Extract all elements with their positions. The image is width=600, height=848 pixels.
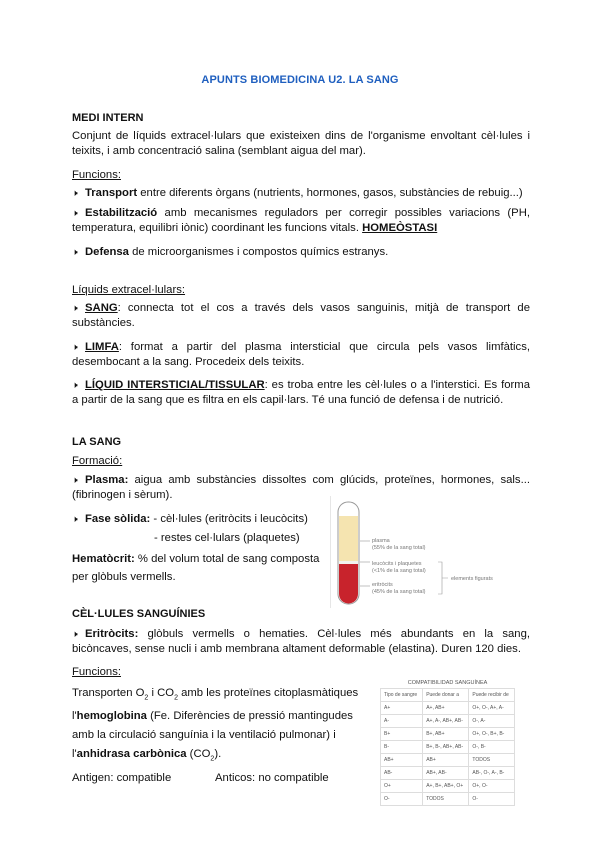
funcions-label-2: Funcions: (72, 666, 121, 678)
liquid-intersticial: 🕨 LÍQUID INTERSTICIAL/TISSULAR: es troba entre les cèl·lules o a l'interstici. Es forma a partir de la sang que es filtra en els capil·lars. Té una funció de defensa i de nutrició. (72, 379, 530, 406)
funcions-label: Funcions: (72, 169, 121, 181)
section-heading-medi-intern: MEDI INTERN (72, 112, 144, 124)
speaker-icon: 🕨 (72, 247, 78, 257)
liquid-limfa: 🕨 LIMFA: format a partir del plasma intersticial que circula pels vasos limfàtics, desembocant a la sang. Procedeix dels teixits. (72, 341, 530, 368)
page-title: APUNTS BIOMEDICINA U2. LA SANG (201, 74, 399, 86)
compat-cell: AB+ (381, 754, 423, 767)
label-figurats: elements figurats (451, 576, 493, 582)
fase-solida-text: 🕨 Fase sòlida: - cèl·lules (eritròcits i leucòcits) (72, 513, 308, 525)
speaker-icon: 🕨 (72, 342, 78, 352)
label-eritro-pct: (45% de la sang total) (372, 589, 426, 595)
compat-cell: AB+, AB- (423, 767, 469, 780)
leuco-layer (339, 561, 358, 564)
compat-cell: TODOS (423, 793, 469, 806)
funcions-line-3: amb la circulació sanguínia i la ventilació pulmonar) i (72, 729, 336, 742)
eritrocits-text: 🕨 Eritròcits: glòbuls vermells o hematies. Cèl·lules més abundants en la sang, bicòncaves, sense nucli i amb membrana altament deformable (elastina). Duren 120 dies. (72, 628, 530, 655)
funcions-line-4: l'anhidrasa carbònica $(CO_2)$. (72, 748, 222, 763)
funcions-line-2: l'hemoglobina (Fe. Diferències de pressió mantingudes (72, 710, 353, 723)
compat-cell: O- (381, 793, 423, 806)
compat-cell: B+, B-, AB+, AB- (423, 741, 469, 754)
compat-cell: O+, O-, A+, A- (469, 702, 515, 715)
speaker-icon: 🕨 (72, 208, 78, 218)
compat-cell: AB+ (423, 754, 469, 767)
fase-solida-text-2: - restes cel·lulars (plaquetes) (154, 532, 300, 544)
test-tube-svg (330, 496, 530, 610)
liquid-sang: 🕨 SANG: connecta tot el cos a través dels vasos sanguinis, mitjà de transport de substàncies. (72, 302, 530, 329)
speaker-icon: 🕨 (72, 629, 78, 639)
medi-intern-definition: Conjunt de líquids extracel·lulars que existeixen dins de l'organisme envoltant cèl·lules i teixits, i amb concentració salina (semblant aigua del mar). (72, 130, 530, 157)
speaker-icon: 🕨 (72, 475, 78, 485)
compat-header: Tipo de sangre (381, 689, 423, 702)
compat-cell: TODOS (469, 754, 515, 767)
compat-cell: O-, A- (469, 715, 515, 728)
speaker-icon: 🕨 (72, 188, 78, 198)
compat-row (381, 715, 515, 728)
compat-cell: A+ (381, 702, 423, 715)
compat-cell: O-, B- (469, 741, 515, 754)
speaker-icon: 🕨 (72, 303, 78, 313)
section-heading-cellules: CÈL·LULES SANGUÍNIES (72, 608, 206, 620)
compat-row (381, 741, 515, 754)
plasma-text: 🕨 Plasma: aigua amb substàncies dissoltes com glúcids, proteïnes, hormones, sals... (fibrinogen i sèrum). (72, 474, 530, 501)
eritro-layer (339, 564, 358, 604)
compat-cell: A+, B+, AB+, O+ (423, 780, 469, 793)
function-transport: 🕨 Transport entre diferents òrgans (nutrients, hormones, gasos, substàncies de rebuig...) (72, 187, 523, 199)
compat-cell: B+, AB+ (423, 728, 469, 741)
compat-table-figure (380, 680, 515, 806)
compat-cell: A+, AB+ (423, 702, 469, 715)
speaker-icon: 🕨 (72, 514, 78, 524)
compat-cell: A+, A-, AB+, AB- (423, 715, 469, 728)
formacio-label: Formació: (72, 455, 123, 467)
label-leuco: leucòcits i plaquetes (372, 561, 422, 567)
compat-cell: AB-, O-, A-, B- (469, 767, 515, 780)
funcions-line-5: Antigen: compatible Anticos: no compatible (72, 771, 329, 784)
compat-cell: A- (381, 715, 423, 728)
eritrocits-funcions (72, 684, 372, 788)
test-tube-figure (330, 496, 530, 610)
compat-row (381, 754, 515, 767)
compat-row (381, 767, 515, 780)
liquids-label: Líquids extracel·lulars: (72, 284, 186, 296)
label-eritro: eritròcits (372, 582, 393, 588)
compat-cell: O+, O- (469, 780, 515, 793)
compat-header: Puede donar a (423, 689, 469, 702)
label-plasma-pct: (55% de la sang total) (372, 545, 426, 551)
compat-cell: B+ (381, 728, 423, 741)
compat-header: Puede recibir de (469, 689, 515, 702)
compat-cell: O+, O-, B+, B- (469, 728, 515, 741)
compat-table (380, 688, 515, 806)
function-estabilitzacio: 🕨 Estabilització amb mecanismes reguladors per corregir possibles variacions (PH, temperatura, equilibri iònic) coordinant les funcions vitals. HOMEÒSTASI (72, 207, 530, 234)
label-leuco-pct: (<1% de la sang total) (372, 568, 426, 574)
compat-cell: AB- (381, 767, 423, 780)
compat-cell: O+ (381, 780, 423, 793)
compat-row (381, 780, 515, 793)
compat-row (381, 702, 515, 715)
compat-cell: O- (469, 793, 515, 806)
plasma-layer (339, 516, 358, 561)
label-plasma: plasma (372, 538, 390, 544)
section-heading-la-sang: LA SANG (72, 436, 122, 448)
bracket (438, 562, 448, 594)
compat-cell: B- (381, 741, 423, 754)
compat-row (381, 793, 515, 806)
function-defensa: 🕨 Defensa de microorganismes i compostos químics estranys. (72, 246, 389, 258)
speaker-icon: 🕨 (72, 380, 78, 390)
hematocrit-text: Hematòcrit: % del volum total de sang composta per glòbuls vermells. (72, 553, 320, 583)
funcions-line-1: Transporten $O_2$ i $CO_2$ amb les proteïnes citoplasmàtiques (72, 687, 359, 702)
compat-title: COMPATIBILIDAD SANGUÍNEA (407, 680, 488, 686)
compat-row (381, 728, 515, 741)
